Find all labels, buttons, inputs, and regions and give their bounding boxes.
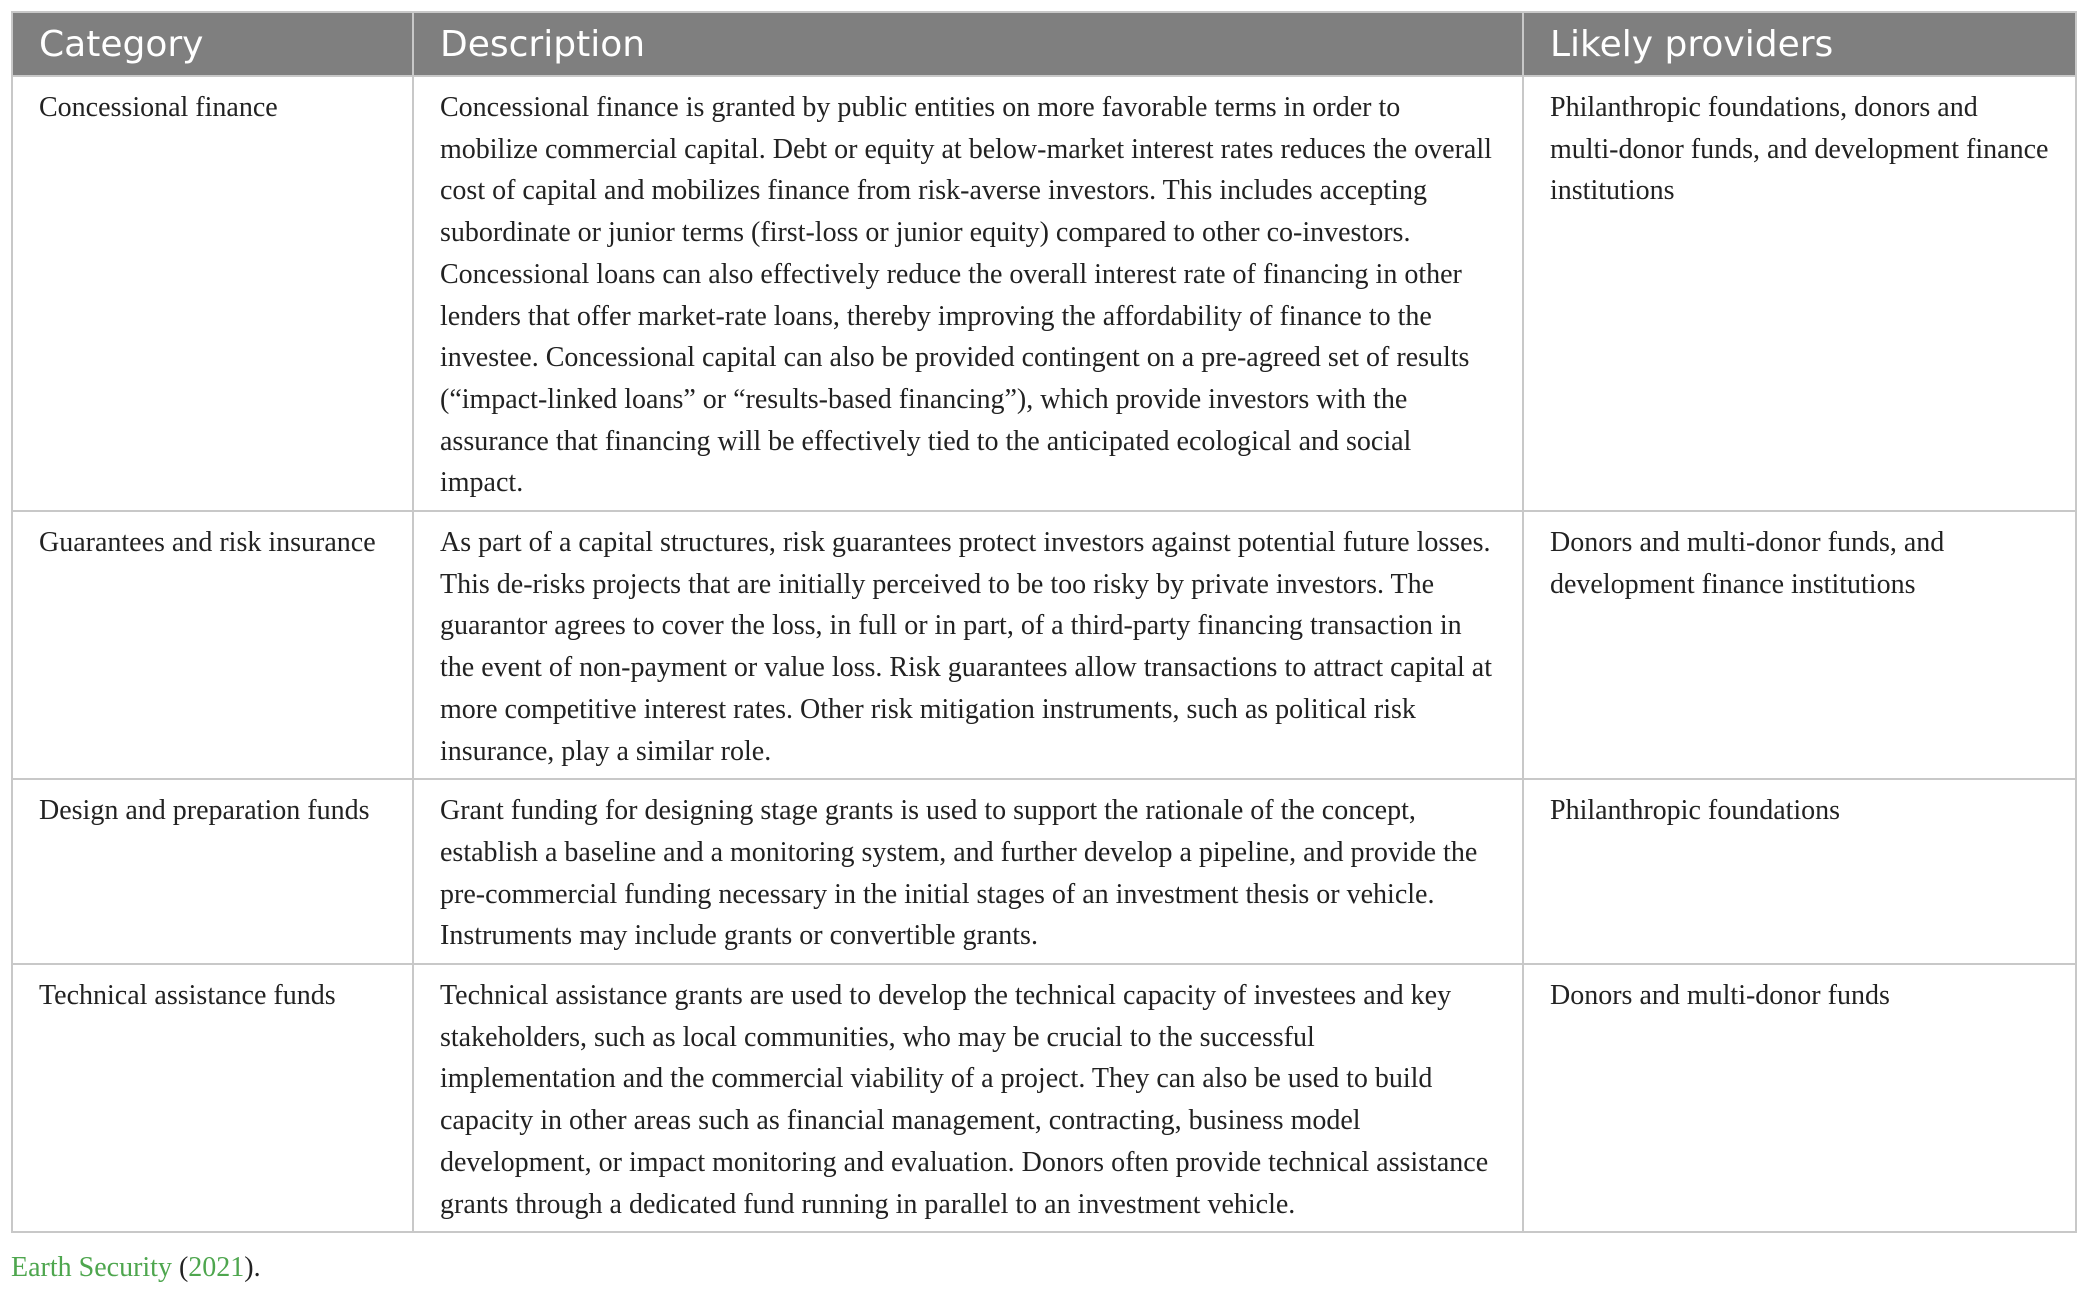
header-likely-providers: Likely providers [1523,12,2076,76]
source-paren-open: ( [171,1252,189,1283]
table-row [12,511,2076,779]
cell-description: Grant funding for designing stage grants is used to support the rationale of the concept, establish a baseline and a monitoring system, and further develop a pipeline, and provide the pre-commercial funding necessary in the initial stages of an investment thesis or vehicle. Instruments may include grants or convertible grants. [413,779,1523,964]
funding-categories-table [11,11,2077,1233]
table-row [12,964,2076,1232]
table-container [11,11,2075,1233]
cell-description: Concessional finance is granted by public entities on more favorable terms in order to mobilize commercial capital. Debt or equity at below-market interest rates reduces the overall cost of capital and mobilizes finance from risk-averse investors. This includes accepting subordinate or junior terms (first-loss or junior equity) compared to other co-investors. Concessional loans can also effectively reduce the overall interest rate of financing in other lenders that offer market-rate loans, thereby improving the affordability of finance to the investee. Concessional capital can also be provided contingent on a pre-agreed set of results (“impact-linked loans” or “results-based financing”), which provide investors with the assurance that financing will be effectively tied to the anticipated ecological and social impact. [413,76,1523,511]
header-category: Category [12,12,413,76]
header-description: Description [413,12,1523,76]
table-source-note [11,1252,261,1284]
cell-providers: Philanthropic foundations, donors and multi-donor funds, and development finance institutions [1523,76,2076,511]
source-paren-close: ). [244,1252,261,1283]
cell-category: Design and preparation funds [12,779,413,964]
source-author-link[interactable]: Earth Security [11,1252,172,1283]
cell-category: Concessional finance [12,76,413,511]
source-year-link[interactable]: 2021 [188,1252,245,1283]
cell-providers: Donors and multi-donor funds [1523,964,2076,1232]
table-row [12,76,2076,511]
cell-category: Technical assistance funds [12,964,413,1232]
cell-category: Guarantees and risk insurance [12,511,413,779]
cell-description: Technical assistance grants are used to develop the technical capacity of investees and key stakeholders, such as local communities, who may be crucial to the successful implementation and the commercial viability of a project. They can also be used to build capacity in other areas such as financial management, contracting, business model development, or impact monitoring and evaluation. Donors often provide technical assistance grants through a dedicated fund running in parallel to an investment vehicle. [413,964,1523,1232]
table-row [12,779,2076,964]
cell-providers: Donors and multi-donor funds, and development finance institutions [1523,511,2076,779]
table-header-row [12,12,2076,76]
cell-providers: Philanthropic foundations [1523,779,2076,964]
cell-description: As part of a capital structures, risk guarantees protect investors against potential future losses. This de-risks projects that are initially perceived to be too risky by private investors. The guarantor agrees to cover the loss, in full or in part, of a third-party financing transaction in the event of non-payment or value loss. Risk guarantees allow transactions to attract capital at more competitive interest rates. Other risk mitigation instruments, such as political risk insurance, play a similar role. [413,511,1523,779]
